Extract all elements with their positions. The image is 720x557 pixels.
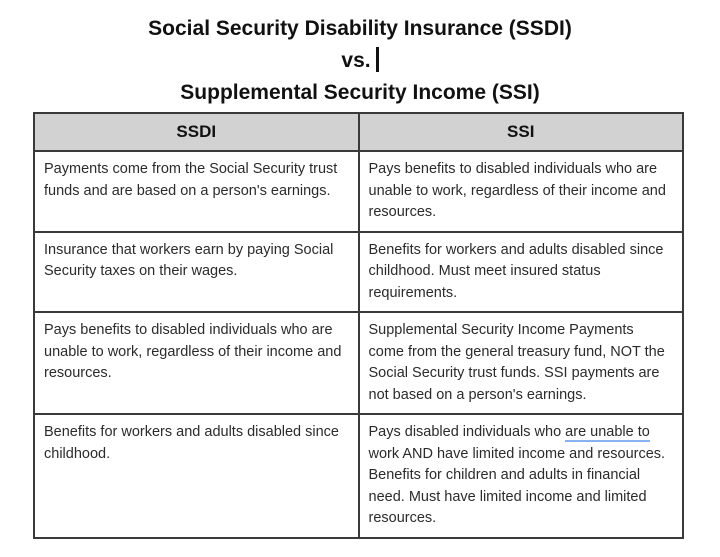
cell-ssdi-row3[interactable]: Pays benefits to disabled individuals who are unable to work, regardless of their income and resources.	[34, 312, 359, 414]
text-cursor	[376, 47, 379, 72]
ssi-row4-suggested-text: are unable to	[565, 424, 650, 440]
table-header-ssi[interactable]: SSI	[359, 113, 684, 151]
cell-ssi-row2[interactable]: Benefits for workers and adults disabled since childhood. Must meet insured status requirements.	[359, 232, 684, 313]
ssi-row4-text-before: Pays disabled individuals who	[368, 424, 566, 440]
table-row	[34, 312, 683, 414]
cell-ssdi-row4[interactable]: Benefits for workers and adults disabled since childhood.	[34, 414, 359, 538]
cell-ssi-row3[interactable]: Supplemental Security Income Payments come from the general treasury fund, NOT the Social Security trust funds. SSI payments are not based on a person's earnings.	[359, 312, 684, 414]
cell-ssdi-row2[interactable]: Insurance that workers earn by paying Social Security taxes on their wages.	[34, 232, 359, 313]
cell-ssdi-row1[interactable]: Payments come from the Social Security trust funds and are based on a person's earnings.	[34, 151, 359, 232]
comparison-table	[33, 112, 684, 539]
doc-title-line-3[interactable]: Supplemental Security Income (SSI)	[180, 81, 540, 104]
table-header-ssdi[interactable]: SSDI	[34, 113, 359, 151]
doc-title-line-1[interactable]: Social Security Disability Insurance (SSDI)	[148, 17, 572, 40]
cell-ssi-row4[interactable]	[359, 414, 684, 538]
doc-title-line-2[interactable]	[0, 45, 720, 77]
table-row	[34, 232, 683, 313]
table-row	[34, 151, 683, 232]
ssi-row4-text-after: work AND have limited income and resources. Benefits for children and adults in financial need. Must have limited income and limited resources.	[368, 445, 666, 526]
table-row	[34, 414, 683, 538]
document-title-block	[0, 0, 720, 109]
vs-text: vs.	[341, 49, 371, 72]
table-header-row	[34, 113, 683, 151]
cell-ssi-row1[interactable]: Pays benefits to disabled individuals who are unable to work, regardless of their income and resources.	[359, 151, 684, 232]
